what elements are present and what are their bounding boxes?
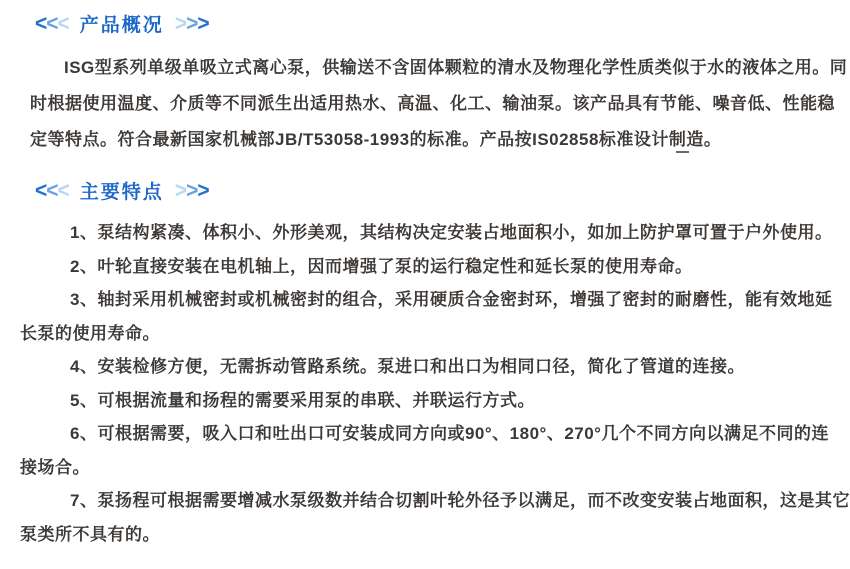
features-list [20, 216, 850, 551]
section-heading-overview [35, 10, 850, 37]
feature-item-4: 4、安装检修方便，无需拆动管路系统。泵进口和出口为相同口径，简化了管道的连接。 [70, 357, 745, 376]
chevrons-left-icon: < < < [35, 11, 69, 36]
section-heading-features [35, 177, 850, 204]
paragraph-line: 时根据使用温度、介质等不同派生出适用热水、高温、化工、输油泵。该产品具有节能、噪音低、性能稳 [30, 94, 835, 113]
chevrons-left-icon: < < < [35, 178, 69, 203]
feature-item-7-cont: 泵类所不具有的。 [20, 524, 160, 544]
chevrons-right-icon: > > > [174, 11, 209, 36]
feature-item-5: 5、可根据流量和扬程的需要采用泵的串联、并联运行方式。 [70, 390, 535, 410]
section-title-features: 主要特点 [79, 182, 164, 203]
feature-item-7: 7、泵扬程可根据需要增减水泵级数并结合切割叶轮外径予以满足，而不改变安装占地面积，这是其它 [70, 491, 850, 510]
overview-paragraph [30, 50, 846, 158]
document-page [0, 10, 850, 569]
feature-item-6: 6、可根据需要，吸入口和吐出口可安装成同方向或90°、180°、270°几个不同方向以满足不同的连 [70, 424, 829, 443]
chevrons-right-icon: > > > [174, 178, 209, 203]
paragraph-line: ISG型系列单级单吸立式离心泵，供输送不含固体颗粒的清水及物理化学性质类似于水的液体之用。同 [64, 58, 848, 77]
section-title-overview: 产品概况 [79, 15, 164, 36]
feature-item-6-cont: 接场合。 [20, 457, 90, 477]
paragraph-line: 定等特点。符合最新国家机械部JB/T53058-1993的标准。产品按IS02858标准设计制造。 [30, 130, 722, 149]
feature-item-2: 2、叶轮直接安装在电机轴上，因而增强了泵的运行稳定性和延长泵的使用寿命。 [70, 256, 693, 276]
scan-artifact-dash [676, 151, 689, 153]
feature-item-3-cont: 长泵的使用寿命。 [20, 323, 160, 343]
feature-item-3: 3、轴封采用机械密封或机械密封的组合，采用硬质合金密封环，增强了密封的耐磨性，能有效地延 [70, 290, 833, 309]
feature-item-1: 1、泵结构紧凑、体积小、外形美观，其结构决定安装占地面积小，如加上防护罩可置于户外使用。 [70, 223, 833, 242]
